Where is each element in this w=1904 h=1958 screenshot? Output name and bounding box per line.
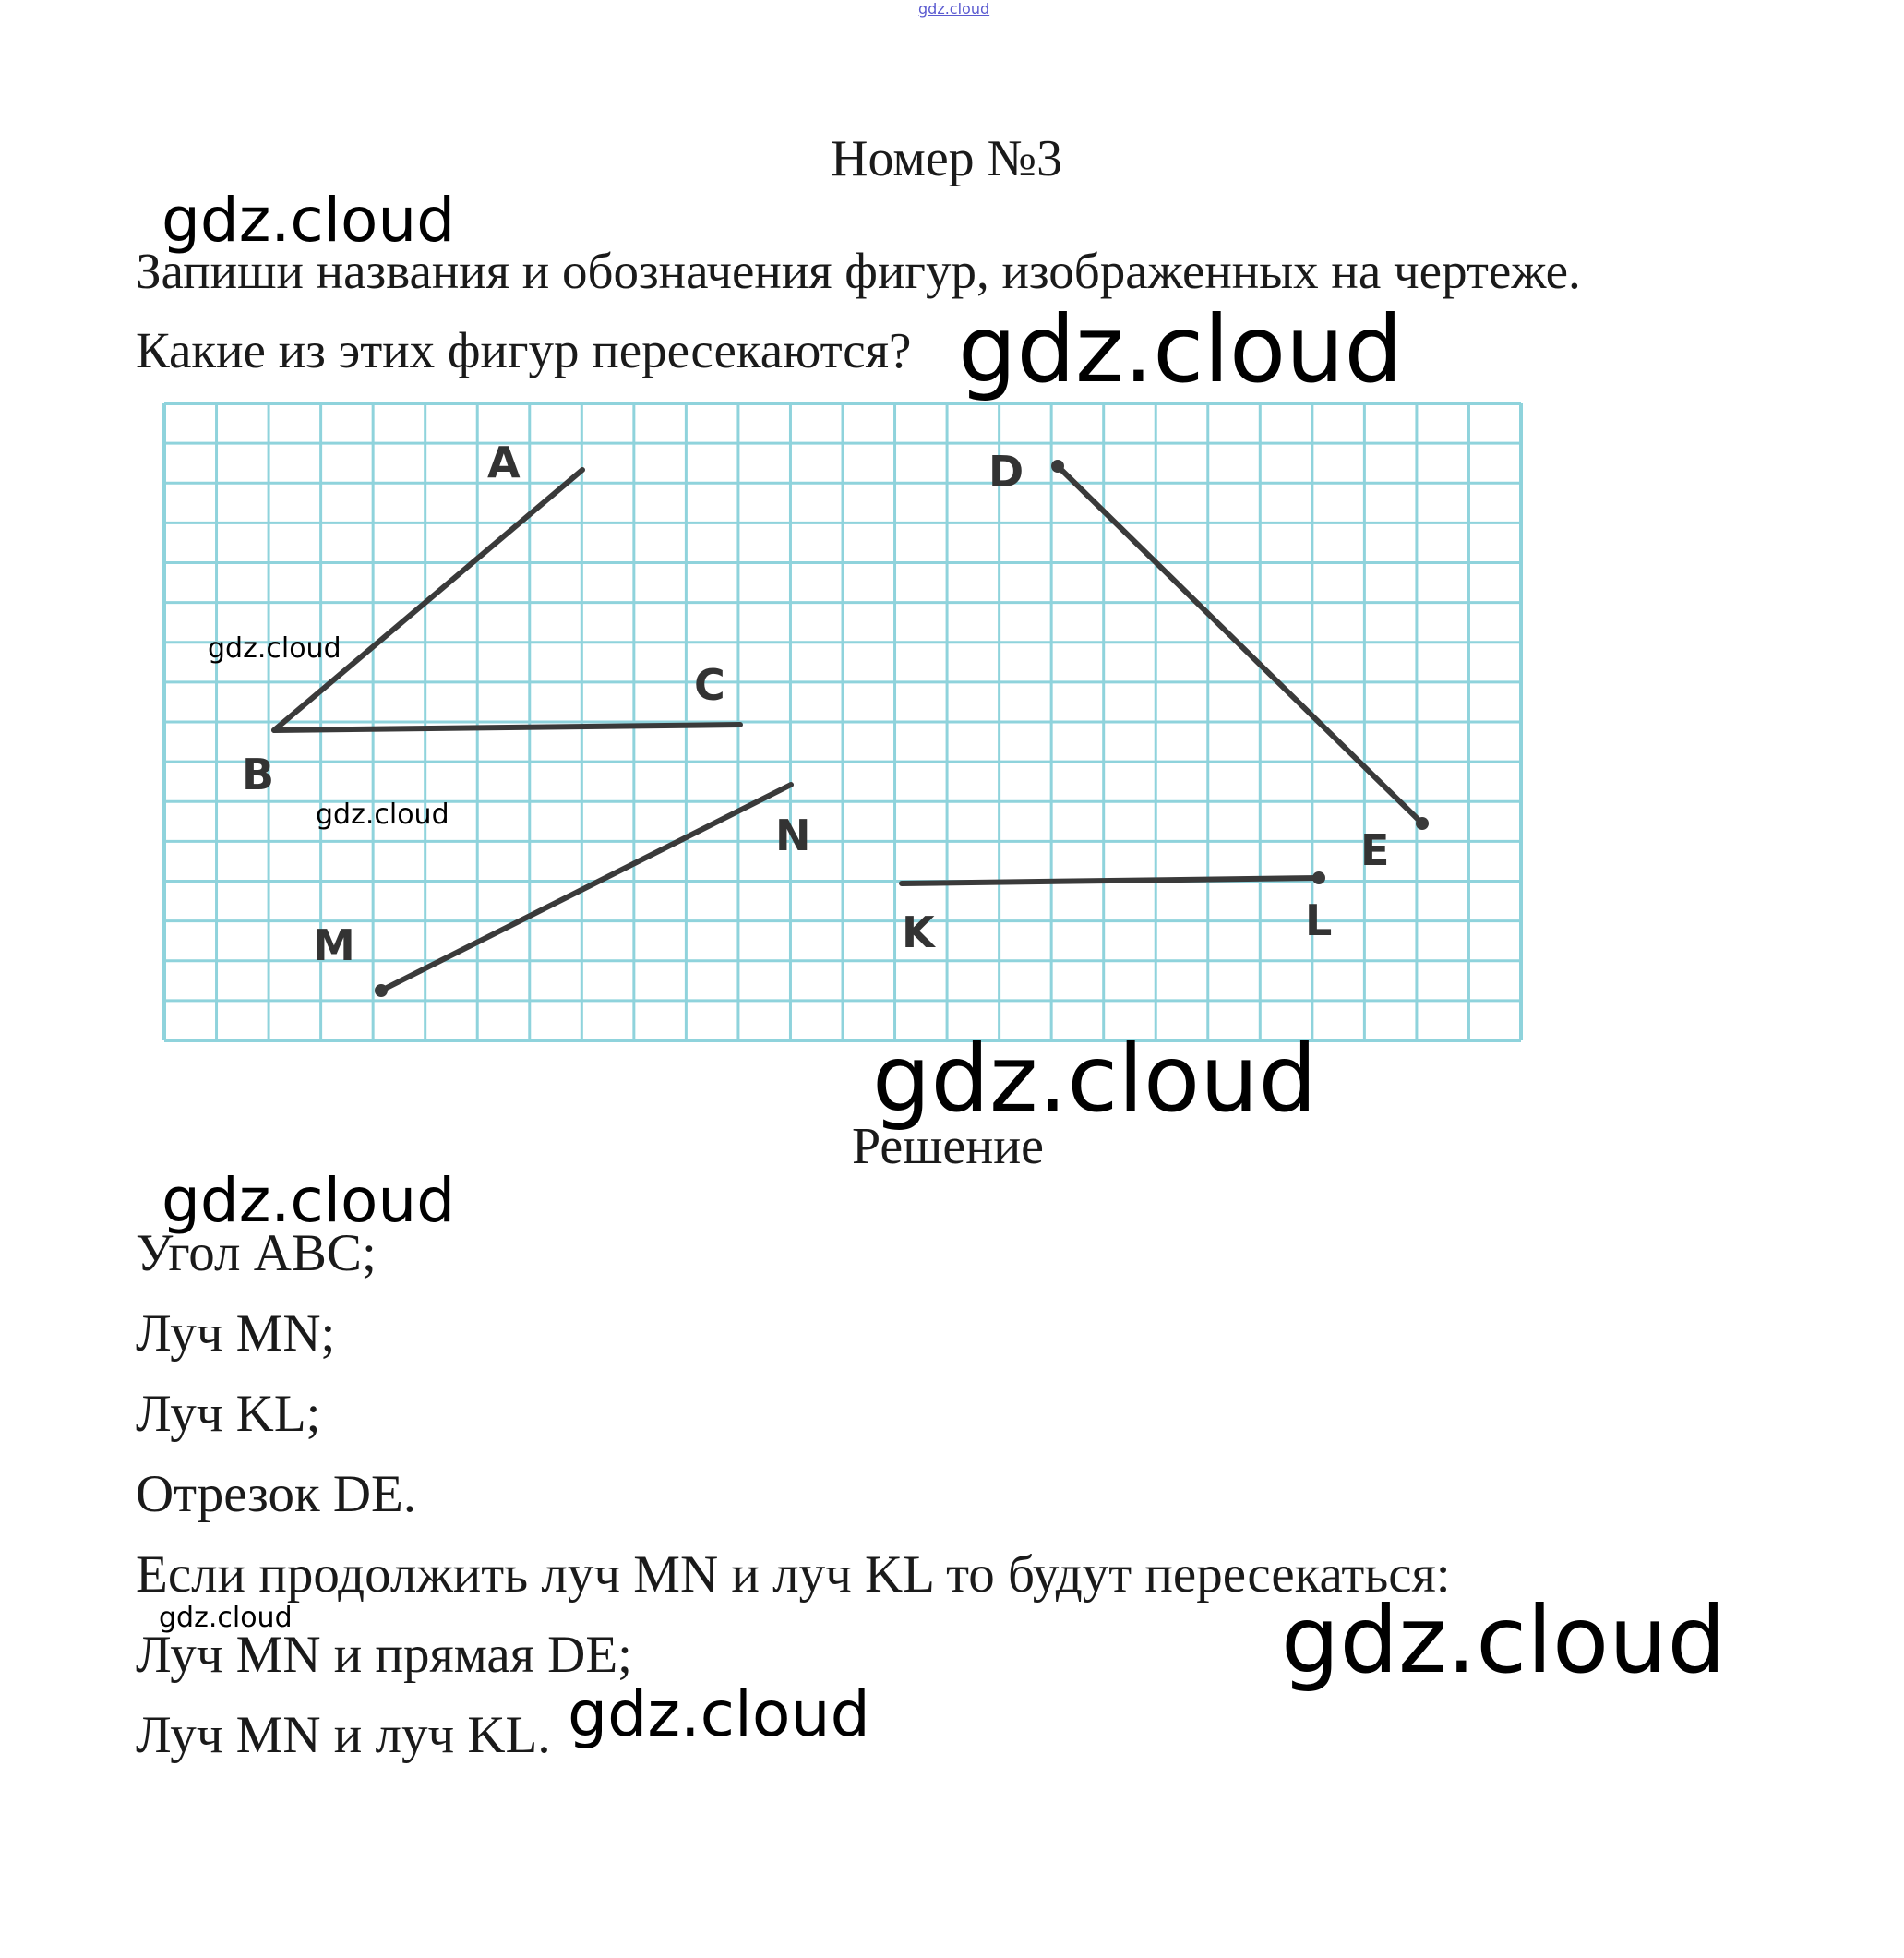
answer-line-5: Если продолжить луч MN и луч KL то будут пересекаться: xyxy=(136,1545,1451,1604)
answer-line-7: Луч MN и луч KL. xyxy=(136,1706,551,1764)
answer-line-3: Луч KL; xyxy=(136,1385,321,1443)
figures xyxy=(274,460,1429,997)
answer-line-2: Луч MN; xyxy=(136,1304,336,1363)
point-labels xyxy=(242,438,1389,970)
point-label-d: D xyxy=(988,447,1024,497)
watermark-4: gdz.cloud xyxy=(316,799,449,831)
task-line-2: Какие из этих фигур пересекаются? xyxy=(136,322,912,378)
angle-side-bc xyxy=(274,725,740,730)
point-e xyxy=(1416,817,1429,830)
point-label-m: M xyxy=(313,920,355,970)
top-watermark[interactable]: gdz.cloud xyxy=(918,0,990,18)
task-line-1: Запиши названия и обозначения фигур, изображенных на чертеже. xyxy=(136,243,1581,299)
answer-line-4: Отрезок DE. xyxy=(136,1465,417,1523)
point-label-c: C xyxy=(694,660,725,710)
solution-heading: Решение xyxy=(852,1118,1045,1175)
ray-kl xyxy=(902,878,1319,883)
watermark-1: gdz.cloud xyxy=(162,185,456,256)
answer-line-1: Угол АВС; xyxy=(136,1224,377,1282)
page-title: Номер №3 xyxy=(831,130,1063,187)
watermark-9: gdz.cloud xyxy=(568,1678,870,1751)
point-label-b: B xyxy=(242,750,275,799)
watermark-8: gdz.cloud xyxy=(1281,1586,1727,1694)
point-l xyxy=(1312,871,1325,884)
segment-de xyxy=(1058,466,1422,823)
watermark-7: gdz.cloud xyxy=(159,1602,293,1634)
watermark-6: gdz.cloud xyxy=(162,1165,456,1236)
point-label-k: K xyxy=(902,907,935,957)
point-m xyxy=(375,984,388,997)
point-label-a: A xyxy=(487,438,521,487)
watermark-2: gdz.cloud xyxy=(958,295,1404,403)
point-label-l: L xyxy=(1305,895,1333,945)
point-d xyxy=(1051,460,1064,473)
watermark-3: gdz.cloud xyxy=(208,632,341,665)
point-label-e: E xyxy=(1360,825,1390,875)
watermark-5: gdz.cloud xyxy=(872,1025,1318,1133)
answer-line-6: Луч MN и прямая DE; xyxy=(136,1626,632,1684)
point-label-n: N xyxy=(775,811,811,860)
